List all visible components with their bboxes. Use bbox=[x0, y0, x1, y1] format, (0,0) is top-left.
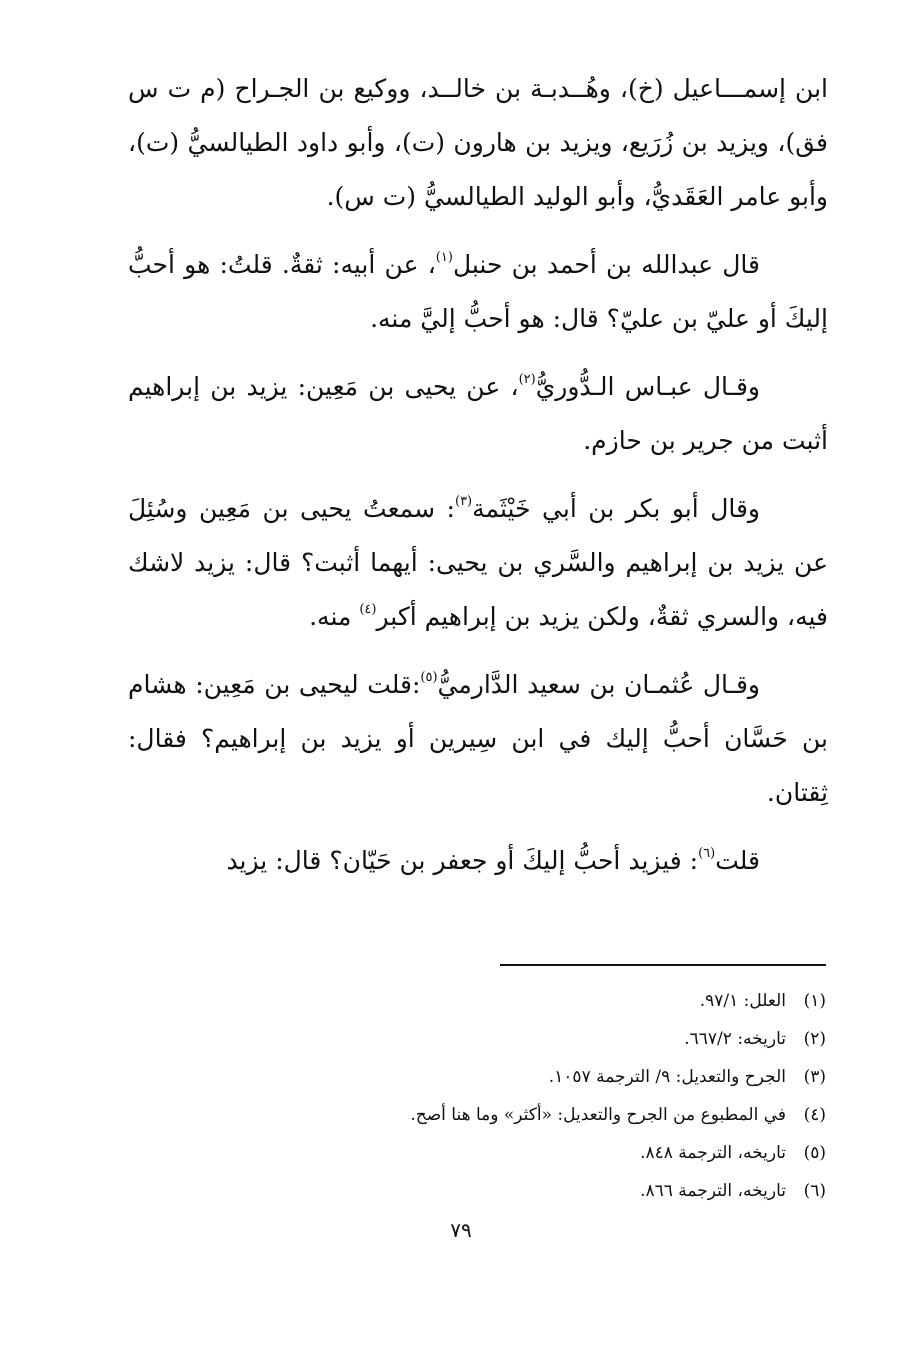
footnote-number: (٣) bbox=[803, 1067, 826, 1087]
paragraph-abi-khaythama bbox=[128, 482, 828, 644]
footnote-text: في المطبوع من الجرح والتعديل: «أكثر» وما هنا أصح. bbox=[410, 1105, 786, 1125]
paragraph-qultu bbox=[128, 834, 828, 888]
footnote-item bbox=[126, 1023, 826, 1061]
footnote-text: تاريخه، الترجمة ٨٤٨. bbox=[640, 1143, 786, 1163]
footnote-text: تاريخه: ٦٦٧/٢. bbox=[684, 1029, 786, 1049]
footnote-item bbox=[126, 985, 826, 1023]
paragraph-ibn-hanbal bbox=[128, 238, 828, 346]
text-span: وقـال عبـاس الـدُّوريُّ bbox=[535, 372, 761, 401]
text-span: :قلت ليحيى بن مَعِين: هشام بن حَسَّان أحبُّ إليك في ابن سِيرين أو يزيد بن إبراهيم؟ فقال: ثِقتان. bbox=[128, 670, 828, 807]
paragraph-continuation bbox=[128, 62, 828, 224]
text-span: وقـال عُثمـان بن سعيد الدَّارميُّ bbox=[437, 670, 760, 699]
footnote-number: (٢) bbox=[803, 1029, 826, 1049]
paragraph-duri bbox=[128, 360, 828, 468]
footnote-ref-5[interactable]: (٥) bbox=[420, 670, 438, 685]
footnote-text: تاريخه، الترجمة ٨٦٦. bbox=[640, 1181, 786, 1201]
footnote-ref-6[interactable]: (٦) bbox=[698, 846, 716, 861]
footnote-number: (٦) bbox=[803, 1181, 826, 1201]
footnote-ref-2[interactable]: (٢) bbox=[518, 372, 536, 387]
paragraph-darimi bbox=[128, 658, 828, 820]
text-span: ، عن يحيى بن مَعِين: يزيد بن إبراهيم أثبت من جرير بن حازم. bbox=[128, 372, 828, 455]
footnote-number: (١) bbox=[803, 991, 826, 1011]
main-text bbox=[128, 62, 828, 902]
footnote-number: (٤) bbox=[803, 1105, 826, 1125]
footnote-item bbox=[126, 1099, 826, 1137]
text-span: قال عبدالله بن أحمد بن حنبل bbox=[452, 250, 761, 279]
footnote-text: العلل: ٩٧/١. bbox=[699, 991, 786, 1011]
footnote-ref-4[interactable]: (٤) bbox=[359, 602, 377, 617]
footnote-text: الجرح والتعديل: ٩/ الترجمة ١٠٥٧. bbox=[548, 1067, 786, 1087]
text-span: : فيزيد أحبُّ إليكَ أو جعفر بن حَيّان؟ قال: يزيد bbox=[226, 846, 699, 875]
text-span: منه. bbox=[309, 602, 360, 631]
footnote-separator bbox=[500, 964, 826, 966]
footnote-ref-3[interactable]: (٣) bbox=[454, 494, 473, 509]
text-span: وقال أبو بكر بن أبي خَيْثَمة bbox=[472, 494, 760, 523]
footnote-item bbox=[126, 1061, 826, 1099]
footnotes bbox=[126, 985, 826, 1213]
text-span: قلت bbox=[715, 846, 760, 875]
footnote-item bbox=[126, 1175, 826, 1213]
text-span: ، عن أبيه: ثقةٌ. قلتُ: هو أحبُّ إليكَ أو عليّ بن عليّ؟ قال: هو أحبُّ إليَّ منه. bbox=[128, 250, 828, 333]
text-span: : سمعتُ يحيى بن مَعِين وسُئِلَ عن يزيد بن إبراهيم والسَّري بن يحيى: أيهما أثبت؟ قال: يزيد لاشك فيه، والسري ثقةٌ، ولكن يزيد بن إبراهيم أكبر bbox=[128, 494, 828, 631]
footnote-ref-1[interactable]: (١) bbox=[435, 250, 453, 265]
page-number: ٧٩ bbox=[450, 1218, 472, 1242]
footnote-item bbox=[126, 1137, 826, 1175]
footnote-number: (٥) bbox=[803, 1143, 826, 1163]
text-span: ابن إسمـــاعيل (خ)، وهُــدبـة بن خالــد، ووكيع بن الجـراح (م ت س فق)، ويزيد بن زُرَيع، ويزيد بن هارون (ت)، وأبو داود الطيالسيُّ (ت)، وأبو عامر العَقَديُّ، وأبو الوليد الطيالسيُّ (ت س). bbox=[128, 74, 828, 211]
